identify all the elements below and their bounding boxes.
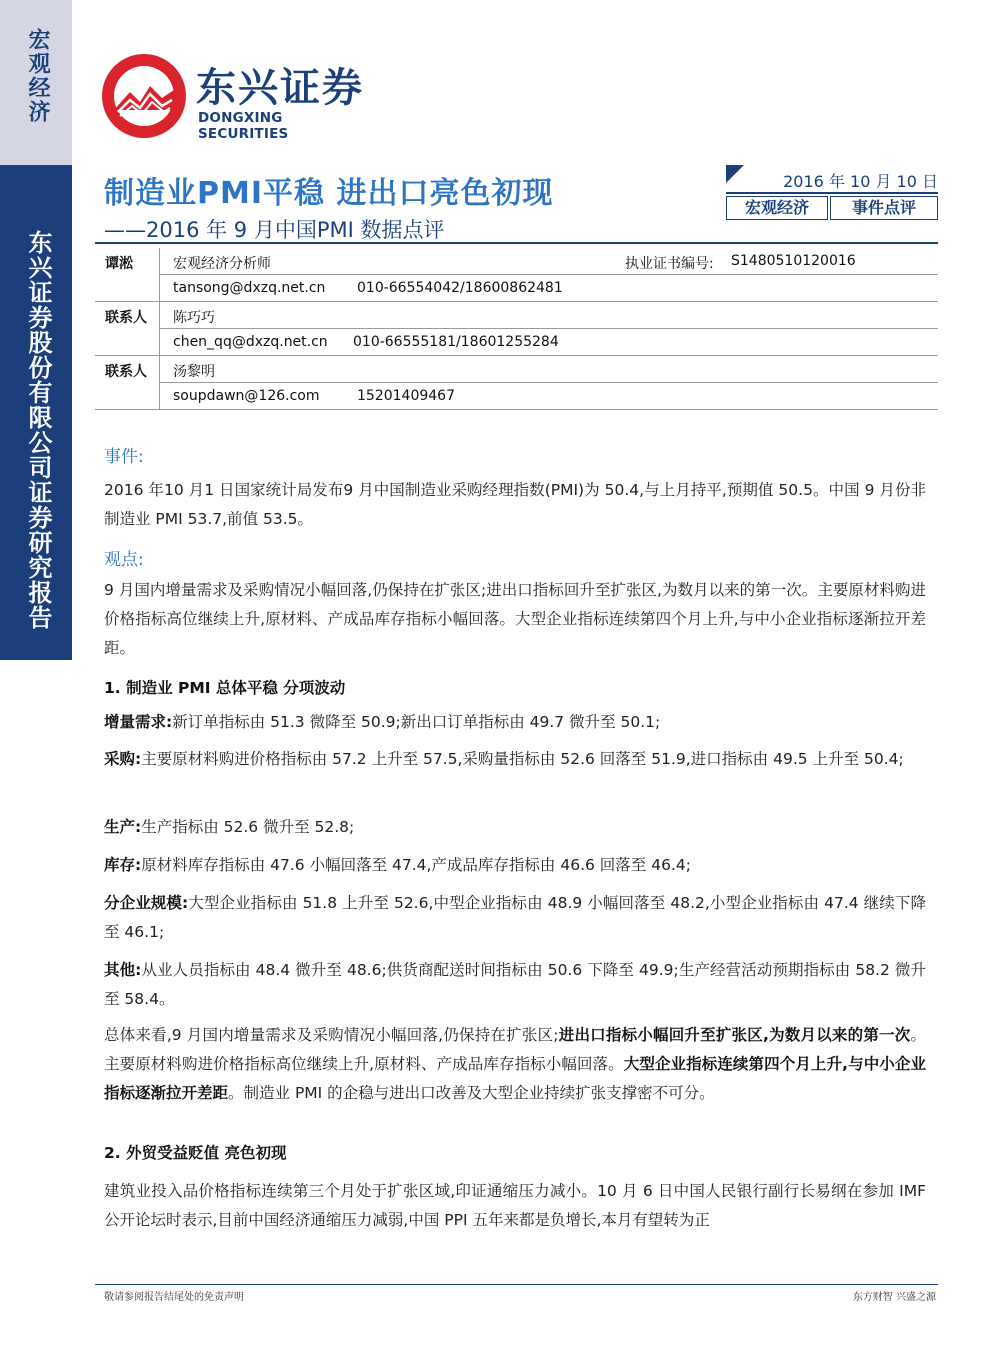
view-heading: 观点: <box>104 550 144 570</box>
contact-detail-row <box>95 383 938 410</box>
purchase-label: 采购: <box>104 750 142 768</box>
sidebar-category <box>0 0 72 165</box>
contact-name: 陈巧巧 <box>173 310 215 326</box>
contact-label: 联系人 <box>105 310 147 326</box>
summary-text: 总体来看,9 月国内增量需求及采购情况小幅回落,仍保持在扩张区; <box>104 1026 559 1044</box>
cert-number: S1480510120016 <box>731 253 856 269</box>
view-paragraph: 9 月国内增量需求及采购情况小幅回落,仍保持在扩张区;进出口指标回升至扩张区,为数月以来的第一次。主要原材料购进价格指标高位继续上升,原材料、产成品库存指标小幅回落。大型企业指标连续第四个月上升,与中小企业指标逐渐拉开差距。 <box>104 581 926 657</box>
analyst-phone: 010-66554042/18600862481 <box>357 280 563 296</box>
purchase-text: 主要原材料购进价格指标由 57.2 上升至 57.5,采购量指标由 52.6 回落至 51.9,进口指标由 49.5 上升至 50.4; <box>141 750 904 768</box>
contact-row <box>95 302 938 329</box>
event-heading: 事件: <box>104 447 144 467</box>
scale-paragraph <box>104 889 926 947</box>
contact-detail-row <box>95 329 938 356</box>
demand-paragraph <box>104 708 926 737</box>
date-divider <box>726 192 938 194</box>
analyst-title: 宏观经济分析师 <box>173 256 271 272</box>
analyst-email: tansong@dxzq.net.cn <box>173 280 326 296</box>
other-paragraph <box>104 956 926 1014</box>
sidebar-category-label: 宏观经济 <box>25 28 50 124</box>
contact-phone: 010-66555181/18601255284 <box>353 334 559 350</box>
category-tag: 宏观经济 <box>726 196 828 220</box>
other-label: 其他: <box>104 961 142 979</box>
scale-text: 大型企业指标由 51.8 上升至 52.6,中型企业指标由 48.9 小幅回落至 48.2,小型企业指标由 47.4 继续下降至 46.1; <box>104 894 926 941</box>
summary-highlight: 进出口指标小幅回升至扩张区,为数月以来的第一次 <box>558 1026 911 1044</box>
other-text: 从业人员指标由 48.4 微升至 48.6;供货商配送时间指标由 50.6 下降至 49.9;生产经营活动预期指标由 58.2 微升至 58.4。 <box>104 961 927 1008</box>
inventory-paragraph <box>104 851 926 880</box>
contact-email: soupdawn@126.com <box>173 388 320 404</box>
contact-email: chen_qq@dxzq.net.cn <box>173 334 328 350</box>
footer-rule <box>95 1284 938 1285</box>
scale-label: 分企业规模: <box>104 894 189 912</box>
analyst-name: 谭淞 <box>105 256 133 272</box>
purchase-paragraph <box>104 745 926 774</box>
analyst-contact-row <box>95 275 938 302</box>
disclaimer-note: 敬请参阅报告结尾处的免责声明 <box>104 1292 244 1303</box>
summary-highlight: 大型企业指标连续第四个月上升,与中小企业指标逐渐拉开差距 <box>104 1055 926 1102</box>
report-title: 制造业PMI平稳 进出口亮色初现 <box>104 176 554 211</box>
production-text: 生产指标由 52.6 微升至 52.8; <box>141 818 355 836</box>
contact-name: 汤黎明 <box>173 364 215 380</box>
date-box <box>726 165 938 219</box>
contact-label: 联系人 <box>105 364 147 380</box>
report-subtitle: ——2016 年 9 月中国PMI 数据点评 <box>104 218 445 242</box>
contact-phone: 15201409467 <box>357 388 455 404</box>
summary-text: 。制造业 PMI 的企稳与进出口改善及大型企业持续扩张支撑密不可分。 <box>228 1084 715 1102</box>
production-paragraph <box>104 813 926 842</box>
contact-row <box>95 356 938 383</box>
summary-text: 。主要原材料购进价格指标高位继续上升,原材料、产成品库存指标小幅回落。 <box>104 1026 927 1073</box>
sidebar-company-label: 东兴证券股份有限公司证券研究报告 <box>24 230 52 630</box>
inventory-label: 库存: <box>104 856 142 874</box>
header-rule <box>95 242 938 244</box>
type-tag: 事件点评 <box>830 196 938 220</box>
logo-chinese-name: 东兴证券 <box>196 65 364 111</box>
section-1-heading: 1. 制造业 PMI 总体平稳 分项波动 <box>104 679 346 697</box>
logo-emblem-icon <box>100 52 188 140</box>
summary-paragraph <box>104 1021 926 1108</box>
company-slogan: 东方财智 兴盛之源 <box>852 1292 936 1303</box>
event-paragraph: 2016 年10 月1 日国家统计局发布9 月中国制造业采购经理指数(PMI)为 50.4,与上月持平,预期值 50.5。中国 9 月份非制造业 PMI 53.7,前值 53.5。 <box>104 481 926 528</box>
production-label: 生产: <box>104 818 142 836</box>
company-logo <box>100 52 370 142</box>
analyst-row <box>95 248 938 275</box>
inventory-text: 原材料库存指标由 47.6 小幅回落至 47.4,产成品库存指标由 46.6 回落至 46.4; <box>141 856 691 874</box>
sidebar-company <box>0 165 72 660</box>
logo-english-name: DONGXING SECURITIES <box>198 110 289 142</box>
section-2-heading: 2. 外贸受益贬值 亮色初现 <box>104 1144 287 1162</box>
demand-text: 新订单指标由 51.3 微降至 50.9;新出口订单指标由 49.7 微升至 50.1; <box>172 713 661 731</box>
cert-label: 执业证书编号: <box>625 256 714 272</box>
demand-label: 增量需求: <box>104 713 173 731</box>
section-2-paragraph: 建筑业投入品价格指标连续第三个月处于扩张区域,印证通缩压力减小。10 月 6 日中国人民银行副行长易纲在参加 IMF 公开论坛时表示,目前中国经济通缩压力减弱,中国 PPI 五年来都是负增长,本月有望转为正 <box>104 1182 926 1229</box>
report-date: 2016 年 10 月 10 日 <box>783 172 938 191</box>
